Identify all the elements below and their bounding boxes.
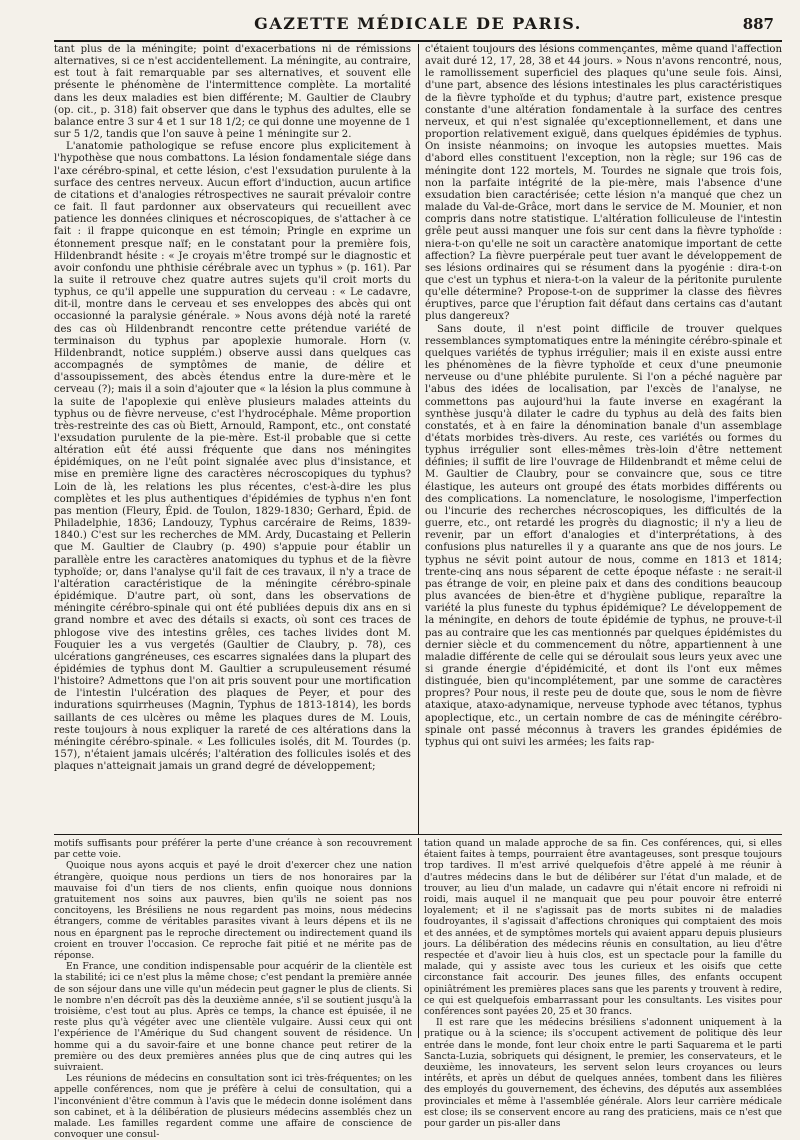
article-column-left <box>54 44 411 834</box>
paragraph: L'anatomie pathologique se refuse encore plus explicitement à l'hypothèse que nous combattons. La lésion fondamentale siége dans l'axe cérébro-spinal, et cette lésion, c'est l'exsudation purulente à la surface des centres nerveux. Aucun effort d'induction, aucun artifice de citations et d'analogies rétrospectives ne saurait prévaloir contre ce fait. Il faut pardonner aux observateurs qui recueillent avec patience les données cliniques et nécroscopiques, de s'attacher à ce fait : il frappe quiconque en est témoin; Pringle en exprime un étonnement presque naïf; en le constatant pour la première fois, Hildenbrandt hésite : « Je croyais m'être trompé sur le diagnostic et avoir confondu une phthisie cérébrale avec un typhus » (p. 161). Par la suite il retrouve chez quatre autres sujets qu'il croit morts du typhus, ce qu'il appelle une suppuration du cerveau : « Le cadavre, dit-il, montre dans le cerveau et ses enveloppes des abcès qui ont occasionné la paralysie générale. » Nous avons déjà noté la rareté des cas où Hildenbrandt rencontre cette prétendue variété de terminaison du typhus par apoplexie humorale. Horn (v. Hildenbrandt, notice supplém.) observe aussi dans quelques cas accompagnés de symptômes de manie, de délire et d'assoupissement, des abcès étendus entre la dure-mère et le cerveau (?); mais il a soin d'ajouter que « la lésion la plus commune à la suite de l'apoplexie qui enlève plusieurs malades atteints du typhus ou de fièvre nerveuse, c'est l'hydrocéphale. Même proportion très-restreinte des cas où Biett, Arnould, Rampont, etc., ont constaté l'exsudation purulente de la pie-mère. Est-il probable que si cette altération eût été aussi fréquente que dans nos méningites épidémiques, on ne l'eût point signalée avec plus d'insistance, et mise en première ligne des caractères nécroscopiques du typhus? Loin de là, les relations les plus récentes, c'est-à-dire les plus complètes et les plus authentiques d'épidémies de typhus n'en font pas mention (Fleury, Épid. de Toulon, 1829-1830; Gerhard, Épid. de Philadelphie, 1836; Landouzy, Typhus carcéraire de Reims, 1839-1840.) C'est sur les recherches de MM. Ardy, Ducastaing et Pellerin que M. Gaultier de Claubry (p. 490) s'appuie pour établir un parallèle entre les caractères anatomiques du typhus et de la fièvre typhoïde; or, dans l'analyse qu'il fait de ces travaux, il n'y a trace de l'altération caractéristique de la méningite cérébro-spinale épidémique. D'autre part, où sont, dans les observations de méningite cérébro-spinale qui ont été publiées depuis dix ans en si grand nombre et avec des détails si exacts, où sont ces traces de phlogose vive des intestins grêles, ces taches livides dont M. Fouquier les a vus vergetés (Gaultier de Claubry, p. 78), ces ulcérations gangréneuses, ces escarres signalées dans la plupart des épidémies de typhus dont M. Gaultier a scrupuleusement résumé l'histoire? Admettons que l'on ait pris souvent pour une mortification de l'intestin l'ulcération des plaques de Peyer, et pour des indurations squirrheuses (Magnin, Typhus de 1813-1814), les bords saillants de ces ulcères ou même les plaques dures de M. Louis, reste toujours à nous expliquer la rareté de ces altérations dans la méningite cérébro-spinale. « Les follicules isolés, dit M. Tourdes (p. 157), n'étaient jamais ulcérés; l'altération des follicules isolés et des plaques n'atteignait jamais un grand degré de développement; <box>54 141 411 773</box>
page-header <box>54 14 782 42</box>
feuilleton-column-left <box>54 838 412 1140</box>
paragraph: Sans doute, il n'est point difficile de trouver quelques ressemblances symptomatiques entre la méningite cérébro-spinale et quelques variétés de typhus irrégulier; mais il en existe aussi entre les phénomènes de la fièvre typhoïde et ceux d'une pneumonie nerveuse ou d'une phlébite purulente. Si l'on a péché naguère par l'abus des idées de localisation, par l'excès de l'analyse, ne commettons pas aujourd'hui la faute inverse en exagérant la synthèse jusqu'à dilater le cadre du typhus au delà des faits bien constatés, et à en faire la dénomination banale d'un assemblage d'états morbides très-divers. Au reste, ces variétés ou formes du typhus irrégulier sont elles-mêmes très-loin d'être nettement définies; il suffit de lire l'ouvrage de Hildenbrandt et même celui de M. Gaultier de Claubry, pour se convaincre que, sous ce titre élastique, les auteurs ont groupé des états morbides différents ou des complications. La nomenclature, le nosologisme, l'imperfection ou l'incurie des recherches nécroscopiques, les difficultés de la guerre, etc., ont retardé les progrès du diagnostic; il n'y a lieu de revenir, par un effort d'analogies et d'interprétations, à des confusions plus naturelles il y a quarante ans que de nos jours. Le typhus ne sévit point autour de nous, comme en 1813 et 1814; trente-cinq ans nous séparent de cette époque néfaste : ne serait-il pas étrange de voir, en pleine paix et dans des conditions beaucoup plus avancées de bien-être et d'hygiène publique, reparaître la variété la plus funeste du typhus épidémique? Le développement de la méningite, en dehors de toute épidémie de typhus, ne prouve-t-il pas au contraire que les cas mentionnés par quelques épidémistes du dernier siècle et du commencement du nôtre, appartiennent à une maladie différente de celle qui se déroulait sous leurs yeux avec une si grande énergie d'épidémicité, et dont ils l'ont eux mêmes distinguée, bien qu'incomplétement, par une somme de caractères propres? Pour nous, il reste peu de doute que, sous le nom de fièvre ataxique, ataxo-adynamique, nerveuse typhode avec tétanos, typhus apoplectique, etc., un certain nombre de cas de méningite cérébro-spinale ont passé méconnus à travers les grandes épidémies de typhus qui ont suivi les armées; les faits rap- <box>425 323 782 748</box>
article-column-right <box>425 44 782 834</box>
column-divider <box>418 44 419 834</box>
feuilleton <box>54 838 782 1140</box>
column-divider <box>418 838 419 1038</box>
paragraph: c'étaient toujours des lésions commençantes, même quand l'affection avait duré 12, 17, 28, 38 et 44 jours. » Nous n'avons rencontré, nous, le ramollissement superficiel des plaques qu'une seule fois. Ainsi, d'une part, absence des lésions intestinales les plus caractéristiques de la fièvre typhoïde et du typhus; d'autre part, existence presque constante d'une altération fondamentale à la surface des centres nerveux, et qui n'est signalée qu'exceptionnellement, et dans une proportion relativement exiguë, dans quelques épidémies de typhus. On insiste néanmoins; on invoque les autopsies muettes. Mais d'abord elles constituent l'exception, non la règle; sur 196 cas de méningite dont 122 mortels, M. Tourdes ne signale que trois fois, non la parfaite intégrité de la pie-mère, mais l'absence d'une exsudation bien caractérisée; cette lésion n'a manqué que chez un malade du Val-de-Grâce, mort dans le service de M. Mounier, et non compris dans notre statistique. L'altération folliculeuse de l'intestin grêle peut aussi manquer une fois sur cent dans la fièvre typhoïde : niera-t-on qu'elle ne soit un caractère anatomique important de cette affection? La fièvre puerpérale peut tuer avant le développement de ses lésions ordinaires qui se résument dans la pyogénie : dira-t-on que c'est un typhus et niera-t-on la valeur de la péritonite purulente qu'elle détermine? Propose-t-on de supprimer la classe des fièvres éruptives, parce que l'éruption fait défaut dans certains cas d'autant plus dangereux? <box>425 44 782 323</box>
page-number: 887 <box>742 15 774 33</box>
main-article <box>54 44 782 835</box>
paragraph: motifs suffisants pour préférer la perte d'une créance à son recouvrement par cette voie. <box>54 838 412 861</box>
newspaper-page <box>54 14 782 1140</box>
feuilleton-column-right <box>424 838 782 1130</box>
paragraph: tant plus de la méningite; point d'exacerbations ni de rémissions alternatives, si ce n'est accidentellement. La méningite, au contraire, est tout à fait remarquable par ses alternatives, et souvent elle présente le phénomène de l'intermittence complète. La mortalité dans les deux maladies est bien différente; M. Gaultier de Claubry (op. cit., p. 318) fait observer que dans le typhus des adultes, elle se balance entre 3 sur 4 et 1 sur 18 1/2; ce qui donne une moyenne de 1 sur 5 1/2, tandis que l'on sauve à peine 1 méningite sur 2. <box>54 44 411 141</box>
paragraph: Quoique nous ayons acquis et payé le droit d'exercer chez une nation étrangère, quoique nous perdions un tiers de nos honoraires par la mauvaise foi d'un tiers de nos clients, enfin quoique nous donnions gratuitement nos soins aux pauvres, bien qu'ils ne soient pas nos concitoyens, les Brésiliens ne nous regardent pas moins, nous médecins étrangers, comme de véritables parasites vivant à leurs dépens et ils ne nous en épargnent pas le reproche directement ou indirectement quand ils croient en trouver l'occasion. Ce reproche fait pitié et ne mérite pas de réponse. <box>54 860 412 962</box>
paragraph: tation quand un malade approche de sa fin. Ces conférences, qui, si elles étaient faites à temps, pourraient être avantageuses, sont presque toujours trop tardives. Il m'est arrivé quelquefois d'être appelé à me réunir à d'autres médecins dans le but de délibérer sur l'état d'un malade, et de trouver, au lieu d'un malade, un cadavre qui n'était encore ni refroidi ni roidi, mais auquel il ne manquait que peu pour pouvoir être enterré loyalement; et il ne s'agissait pas de morts subites ni de maladies foudroyantes, il s'agissait d'affections chroniques qui comptaient des mois et des années, et de symptômes mortels qui avaient apparu depuis plusieurs jours. La délibération des médecins réunis en consultation, au lieu d'être respectée et d'avoir lieu à huis clos, est un spectacle pour la famille du malade, qui y assiste avec tous les curieux et les oisifs que cette circonstance fait accourir. Des jeunes filles, des enfants occupent opiniâtrément les premières places sans que les parents y trouvent à redire, ce qui est quelquefois embarrassant pour les consultants. Les visites pour conférences sont payées 20, 25 et 30 francs. <box>424 838 782 1018</box>
paragraph: Les réunions de médecins en consultation sont ici très-fréquentes; on les appelle conférences, nom que je préfère à celui de consultation, qui a l'inconvénient d'être commun à l'avis que le médecin donne isolément dans son cabinet, et à la délibération de plusieurs médecins assemblés chez un malade. Les familles regardent comme une affaire de conscience de convoquer une consul- <box>54 1073 412 1140</box>
paragraph: Il est rare que les médecins brésiliens s'adonnent uniquement à la pratique ou à la science; ils s'occupent activement de politique dès leur entrée dans le monde, font leur choix entre le parti Saquarema et le parti Sancta-Luzia, sobriquets qui désignent, le premier, les conservateurs, et le deuxième, les innovateurs, les servent selon leurs croyances ou leurs intérêts, et après un début de quelques années, tombent dans les filières des employés du gouvernement, des échevins, des députés aux assemblées provinciales et même à l'assemblée générale. Alors leur carrière médicale est close; ils se conservent encore au rang des praticiens, mais ce n'est que pour garder un pis-aller dans <box>424 1017 782 1130</box>
paragraph: En France, une condition indispensable pour acquérir de la clientèle est la stabilité; ici ce n'est plus la même chose; c'est pendant la première année de son séjour dans une ville qu'un médecin peut gagner le plus de clients. Si le nombre n'en décroît pas dès la deuxième année, s'il se soutient jusqu'à la troisième, c'est tout au plus. Après ce temps, la chance est épuisée, il ne reste plus qu'à végéter avec une clientèle vulgaire. Aussi ceux qui ont l'expérience de l'Amérique du Sud changent souvent de résidence. Un homme qui a du savoir-faire et une bonne chance peut retirer de la première ou des deux premières années plus que de cinq autres qui les suivraient. <box>54 961 412 1074</box>
running-title: GAZETTE MÉDICALE DE PARIS. <box>254 14 582 33</box>
